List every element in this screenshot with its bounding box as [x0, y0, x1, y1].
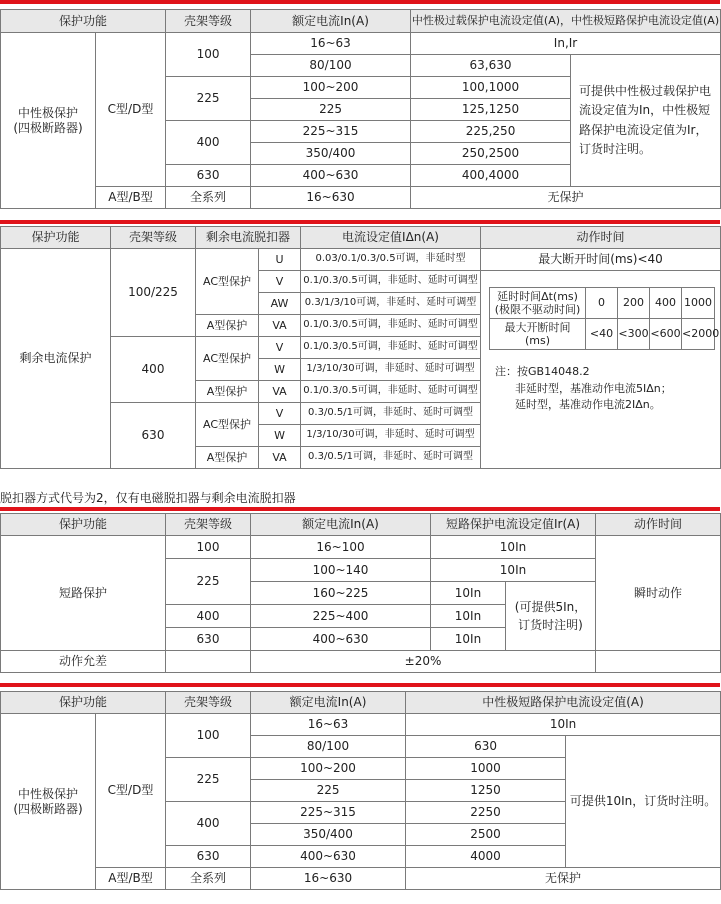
function-sub: (四极断路器) [13, 801, 83, 816]
current-cell: 80/100 [251, 736, 406, 758]
setting-cell: 1000 [406, 758, 566, 780]
setting-cell: 400,4000 [411, 165, 571, 187]
residual-current-protection-table [0, 226, 721, 469]
frame-cell: 全系列 [166, 868, 251, 890]
red-divider [0, 683, 720, 687]
delay-value: 200 [618, 288, 650, 319]
cd-type-cell: C型/D型 [96, 714, 166, 868]
current-cell: 16~100 [251, 536, 431, 559]
setting-cell: 125,1250 [411, 99, 571, 121]
frame-cell: 400 [166, 605, 251, 628]
setting-cell: 250,2500 [411, 143, 571, 165]
condition-cell: 0.3/0.5/1可调，非延时、延时可调型 [301, 403, 481, 425]
current-cell: 225 [251, 99, 411, 121]
header-current: 额定电流In(A) [251, 10, 411, 33]
function-cell [1, 714, 96, 890]
header-time: 动作时间 [596, 514, 721, 536]
frame-cell: 630 [166, 846, 251, 868]
cd-type-cell: C型/D型 [96, 33, 166, 187]
header-function: 保护功能 [1, 514, 166, 536]
max-value: <40 [586, 319, 618, 350]
current-cell: 16~63 [251, 714, 406, 736]
release-type-cell: A型保护 [196, 381, 259, 403]
current-cell: 100~200 [251, 77, 411, 99]
frame-cell: 630 [166, 165, 251, 187]
current-cell: 16~63 [251, 33, 411, 55]
header-function: 保护功能 [1, 10, 166, 33]
header-frame: 壳架等级 [166, 514, 251, 536]
setting-cell: 630 [406, 736, 566, 758]
red-divider [0, 0, 720, 4]
setting-cell: 2250 [406, 802, 566, 824]
frame-cell: 630 [111, 403, 196, 469]
ab-type-cell: A型/B型 [96, 868, 166, 890]
function-cell: 剩余电流保护 [1, 249, 111, 469]
delay-value: 1000 [682, 288, 715, 319]
header-frame: 壳架等级 [166, 692, 251, 714]
header-current: 额定电流In(A) [251, 514, 431, 536]
setting-cell: 2500 [406, 824, 566, 846]
function-label: 中性极保护 [17, 786, 78, 801]
function-cell [1, 33, 96, 209]
frame-cell: 400 [166, 121, 251, 165]
header-frame: 壳架等级 [166, 10, 251, 33]
release-code-cell: VA [259, 447, 301, 469]
frame-cell: 400 [166, 802, 251, 846]
note-cell: (可提供5In，订货时注明) [506, 582, 596, 651]
current-cell: 400~630 [251, 846, 406, 868]
max-value: <2000 [682, 319, 715, 350]
setting-cell: 1250 [406, 780, 566, 802]
release-type-cell: A型保护 [196, 315, 259, 337]
current-cell: 16~630 [251, 868, 406, 890]
setting-cell: 10In [431, 628, 506, 651]
current-cell: 80/100 [251, 55, 411, 77]
current-cell: 350/400 [251, 143, 411, 165]
delay-label-sub: (极限不驱动时间) [494, 303, 581, 316]
release-type-cell: AC型保护 [196, 337, 259, 381]
current-cell: 225~315 [251, 121, 411, 143]
note-cell: 可提供中性极过载保护电流设定值为In，中性极短路保护电流设定值为Ir，订货时注明。 [571, 55, 721, 187]
header-setting: 中性极过载保护电流设定值(A)，中性极短路保护电流设定值(A) [411, 10, 721, 33]
delay-label: 延时时间Δt(ms) [497, 289, 578, 303]
setting-cell: 无保护 [411, 187, 721, 209]
header-setting: 中性极短路保护电流设定值(A) [406, 692, 721, 714]
condition-cell: 0.3/1/3/10可调，非延时、延时可调型 [301, 293, 481, 315]
current-cell: 100~200 [251, 758, 406, 780]
delay-time-table [489, 287, 720, 350]
neutral-short-circuit-table [0, 691, 721, 890]
empty-cell [166, 651, 251, 673]
setting-cell: In,Ir [411, 33, 721, 55]
setting-cell: 10In [431, 582, 506, 605]
release-type-cell: AC型保护 [196, 249, 259, 315]
time-detail-cell [481, 271, 721, 469]
delay-value: 400 [650, 288, 682, 319]
note-cell: 可提供10In，订货时注明。 [566, 736, 721, 868]
max-break-time: 最大断开时间(ms)<40 [481, 249, 721, 271]
condition-cell: 0.1/0.3/0.5可调，非延时、延时可调型 [301, 337, 481, 359]
delay-value: 0 [586, 288, 618, 319]
release-code-cell: U [259, 249, 301, 271]
function-sub: (四极断路器) [13, 120, 83, 135]
current-cell: 100~140 [251, 559, 431, 582]
note-line-3: 延时型，基准动作电流2IΔn。 [515, 398, 661, 411]
frame-cell: 100 [166, 536, 251, 559]
setting-cell: 63,630 [411, 55, 571, 77]
frame-cell: 225 [166, 758, 251, 802]
condition-cell: 1/3/10/30可调，非延时、延时可调型 [301, 425, 481, 447]
time-cell: 瞬时动作 [596, 536, 721, 651]
note-line-1: 注：按GB14048.2 [495, 365, 590, 378]
max-label-cell [490, 319, 586, 350]
condition-cell: 0.1/0.3/0.5可调，非延时、延时可调型 [301, 315, 481, 337]
current-cell: 400~630 [251, 628, 431, 651]
release-code-cell: W [259, 359, 301, 381]
red-divider [0, 220, 720, 224]
frame-cell: 225 [166, 77, 251, 121]
frame-cell: 100/225 [111, 249, 196, 337]
current-cell: 225 [251, 780, 406, 802]
header-function: 保护功能 [1, 692, 166, 714]
neutral-pole-protection-table [0, 9, 721, 209]
current-cell: 16~630 [251, 187, 411, 209]
header-current: 额定电流In(A) [251, 692, 406, 714]
release-code-cell: V [259, 271, 301, 293]
frame-cell: 100 [166, 714, 251, 758]
current-cell: 350/400 [251, 824, 406, 846]
section-caption: 脱扣器方式代号为2，仅有电磁脱扣器与剩余电流脱扣器 [0, 491, 296, 505]
ab-type-cell: A型/B型 [96, 187, 166, 209]
setting-cell: 10In [431, 559, 596, 582]
setting-cell: 4000 [406, 846, 566, 868]
release-code-cell: VA [259, 315, 301, 337]
frame-cell: 100 [166, 33, 251, 77]
max-value: <300 [618, 319, 650, 350]
setting-cell: 10In [406, 714, 721, 736]
setting-cell: 225,250 [411, 121, 571, 143]
current-cell: 225~400 [251, 605, 431, 628]
current-cell: 160~225 [251, 582, 431, 605]
setting-cell: 100,1000 [411, 77, 571, 99]
red-divider [0, 507, 720, 511]
header-setting: 电流设定值IΔn(A) [301, 227, 481, 249]
header-frame: 壳架等级 [111, 227, 196, 249]
frame-cell: 225 [166, 559, 251, 605]
max-value: <600 [650, 319, 682, 350]
frame-cell: 400 [111, 337, 196, 403]
release-code-cell: W [259, 425, 301, 447]
short-circuit-protection-table [0, 513, 721, 673]
max-label-sub: (ms) [525, 334, 551, 347]
note-line-2: 非延时型，基准动作电流5IΔn； [515, 381, 672, 395]
release-type-cell: A型保护 [196, 447, 259, 469]
current-cell: 400~630 [251, 165, 411, 187]
release-code-cell: V [259, 403, 301, 425]
condition-cell: 0.03/0.1/0.3/0.5可调，非延时型 [301, 249, 481, 271]
max-label: 最大开断时间 [504, 320, 571, 334]
setting-cell: 10In [431, 605, 506, 628]
header-setting: 短路保护电流设定值Ir(A) [431, 514, 596, 536]
current-cell: 225~315 [251, 802, 406, 824]
condition-cell: 0.1/0.3/0.5可调，非延时、延时可调型 [301, 271, 481, 293]
frame-cell: 630 [166, 628, 251, 651]
header-time: 动作时间 [481, 227, 721, 249]
condition-cell: 0.1/0.3/0.5可调，非延时、延时可调型 [301, 381, 481, 403]
delay-label-cell [490, 288, 586, 319]
setting-cell: 10In [431, 536, 596, 559]
release-code-cell: VA [259, 381, 301, 403]
tolerance-label: 动作允差 [1, 651, 166, 673]
release-type-cell: AC型保护 [196, 403, 259, 447]
setting-cell: 无保护 [406, 868, 721, 890]
condition-cell: 0.3/0.5/1可调，非延时、延时可调型 [301, 447, 481, 469]
header-function: 保护功能 [1, 227, 111, 249]
header-release: 剩余电流脱扣器 [196, 227, 301, 249]
release-code-cell: V [259, 337, 301, 359]
function-label: 中性极保护 [17, 105, 78, 120]
frame-cell: 全系列 [166, 187, 251, 209]
function-cell: 短路保护 [1, 536, 166, 651]
tolerance-value: ±20% [251, 651, 596, 673]
release-code-cell: AW [259, 293, 301, 315]
empty-cell [596, 651, 721, 673]
condition-cell: 1/3/10/30可调，非延时、延时可调型 [301, 359, 481, 381]
